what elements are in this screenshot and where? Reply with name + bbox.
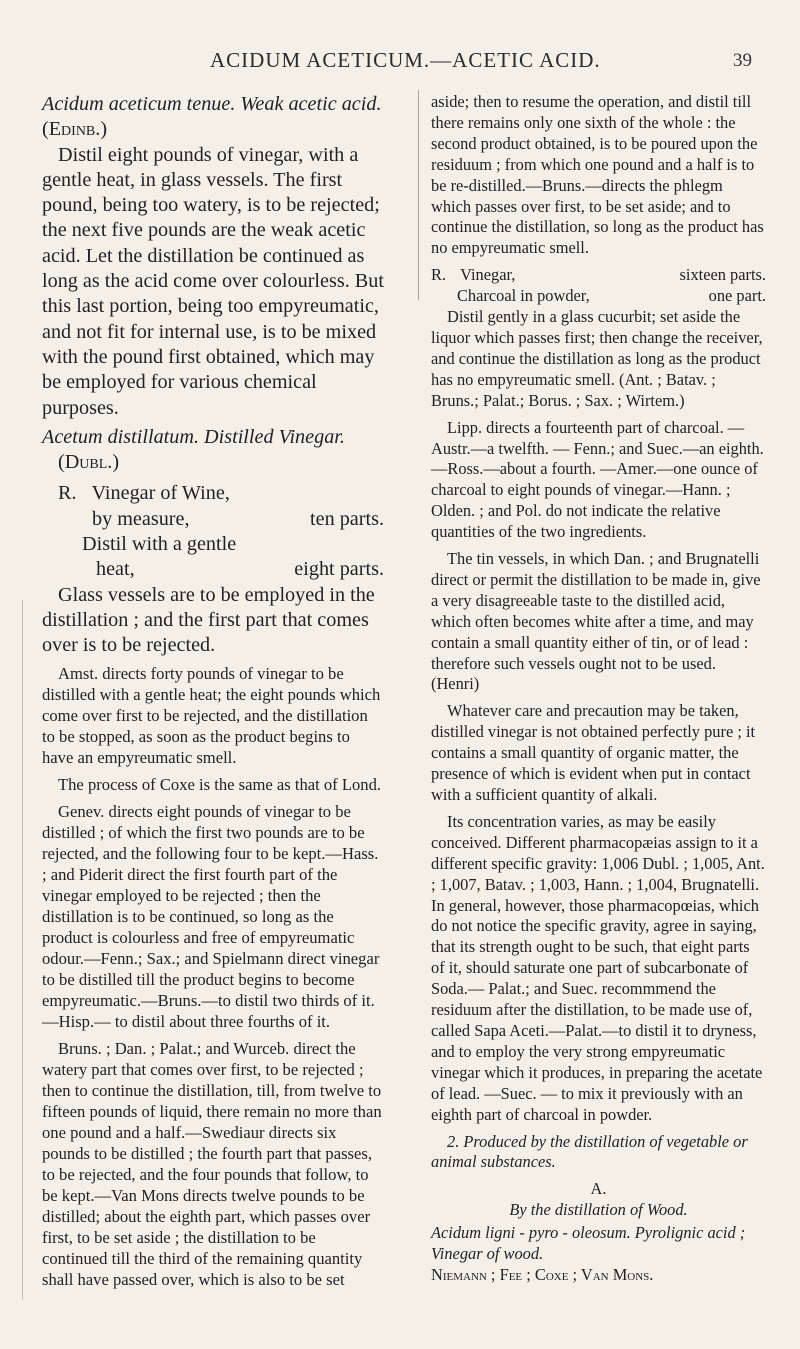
right-column (431, 92, 766, 1286)
recipe2-qty-1: sixteen parts. (679, 265, 766, 285)
distilled-vinegar-source: (Dubl.) (58, 451, 120, 474)
recipe2-line-1: Vinegar, (460, 265, 516, 285)
margin-rule-left (22, 600, 23, 1300)
pyrolignic-sources: Niemann ; Fee ; Coxe ; Van Mons. (431, 1264, 654, 1284)
page-number: 39 (733, 50, 752, 71)
weak-acid-text: Distil eight pounds of vinegar, with a gentle heat, in glass vessels. The first pound, being too watery, is to be rejected; the next five pounds are the weak acetic acid. Let the distillation be continued as long as the acid come over colourless. But this last portion, being too empyreumatic, and not fit for internal use, is to be mixed with the pound first obtained, which may be employed for various chemical purposes. (42, 143, 384, 419)
resume-paragraph: aside; then to resume the operation, and distil till there remains only one sixth of the whole : the second product obtained, is to be poured upon the residuum ; from which one pound and a half is to be re-distilled.—Bruns.—directs the phlegm which passes over first, to be set aside; and to continue the distillation, so long as the product has no empyreumatic smell. (431, 92, 764, 258)
coxe-paragraph: The process of Coxe is the same as that of Lond. (58, 774, 382, 794)
glass-vessels-text: Glass vessels are to be employed in the distillation ; and the first part that comes over is to be rejected. (42, 583, 375, 657)
recipe-qty-1: ten parts. (310, 507, 384, 530)
recipe-line-2: by measure, (92, 507, 190, 530)
tin-vessels-paragraph: The tin vessels, in which Dan. ; and Brugnatelli direct or permit the distillation to be made in, give a very disagreeable taste to the distilled acid, which often becomes white after a time, and may contain a small quantity either of tin, or of lead : therefore such vessels ought not to be used. (Henri) (431, 549, 761, 694)
pyrolignic-title: Acidum ligni - pyro - oleosum. Pyrolignic acid ; Vinegar of wood. (431, 1223, 746, 1264)
recipe-line-1: Vinegar of Wine, (91, 482, 230, 505)
concentration-paragraph: Its concentration varies, as may be easily conceived. Different pharmacopæias assign to it a different specific gravity: 1,006 Dubl. ; 1,005, Ant. ; 1,007, Batav. ; 1,003, Hann. ; 1,004, Brugnatelli. In general, however, those pharmacopœias, which do not notice the specific gravity, agree in saying, that its strength ought to be such, that eight parts of it, should saturate one part of subcarbonate of Soda.— Palat.; and Suec. recommmend the residuum after the distillation, to be made use of, called Sapa Aceti.—Palat.—to distil it to dryness, and to employ the very strong empyreumatic vinegar which it produces, in preparing the acetate of lead. —Suec. — to mix it previously with an eighth part of charcoal in powder. (431, 811, 765, 1124)
bruns-paragraph: Bruns. ; Dan. ; Palat.; and Wurceb. direct the watery part that comes over first, to be rejected ; then to continue the distillation, till, from twelve to fifteen pounds of liquid, there remain no more than one pound and a half.—Swediaur directs six pounds to be distilled ; the fourth part that passes, to be rejected, and the four pounds that follow, to be kept.—Van Mons directs twelve pounds to be distilled; about the eighth part, which passes over first, to be set aside ; the distillation to be continued till the third of the remaining quantity shall have passed over, which is also to be set (42, 1038, 382, 1289)
recipe-charcoal (431, 265, 766, 307)
recipe2-qty-2: one part. (708, 286, 766, 306)
weak-acid-source: (Edinb.) (42, 118, 108, 141)
running-title: ACIDUM ACETICUM.—ACETIC ACID. (210, 48, 601, 72)
margin-rule-mid (418, 90, 419, 300)
section-title: By the distillation of Wood. (509, 1200, 688, 1220)
distilled-vinegar-title: Acetum distillatum. Distilled Vinegar. (42, 425, 345, 448)
recipe2-line-2: Charcoal in powder, (457, 286, 590, 306)
page-header (0, 48, 800, 78)
recipe-r-mark: R. (58, 482, 77, 505)
recipe-qty-2: eight parts. (294, 558, 384, 581)
distil-gently-paragraph: Distil gently in a glass cucurbit; set aside the liquor which passes first; then change the receiver, and continue the distillation as long as the product has no empyreumatic smell. (Ant. ; Batav. ; Bruns.; Palat.; Borus. ; Sax. ; Wirtem.) (431, 307, 763, 410)
section-letter: A. (590, 1179, 607, 1199)
recipe-dubl (42, 481, 384, 582)
precaution-paragraph: Whatever care and precaution may be taken, distilled vinegar is not obtained perfectly pure ; it contains a small quantity of organic matter, the presence of which is evident when put in contact with a sufficient quantity of alkali. (431, 701, 756, 804)
weak-acid-title: Acidum aceticum tenue. Weak acetic acid. (42, 93, 382, 115)
recipe-line-3: Distil with a gentle (82, 533, 237, 556)
produced-heading: 2. Produced by the distillation of vegetable or animal substances. (431, 1131, 748, 1172)
amst-paragraph: Amst. directs forty pounds of vinegar to be distilled with a gentle heat; the eight pounds which come over first to be rejected, and the distillation to be stopped, as soon as the product begins to have an empyreumatic smell. (42, 663, 381, 767)
recipe-line-4: heat, (96, 558, 135, 581)
recipe2-r-mark: R. (431, 265, 447, 285)
genev-paragraph: Genev. directs eight pounds of vinegar to be distilled ; of which the first two pounds are to be rejected, and the following four to be kept.—Hass. ; and Piderit direct the first fourth part of the vinegar employed to be rejected ; then the distillation is to be continued, so long as the product is colourless and free of empyreumatic odour.—Fenn.; Sax.; and Spielmann direct vinegar to be distilled till the product begins to become empyreumatic.—Bruns.—to distil two thirds of it.—Hisp.— to distil about three fourths of it. (42, 801, 380, 1031)
lipp-paragraph: Lipp. directs a fourteenth part of charcoal. — Austr.—a twelfth. — Fenn.; and Suec.—an eighth.—Ross.—about a fourth. —Amer.—one ounce of charcoal to eight pounds of vinegar.—Hann. ; Olden. ; and Pol. do not indicate the relative quantities of the two ingredients. (431, 417, 764, 542)
left-column (42, 92, 384, 1290)
